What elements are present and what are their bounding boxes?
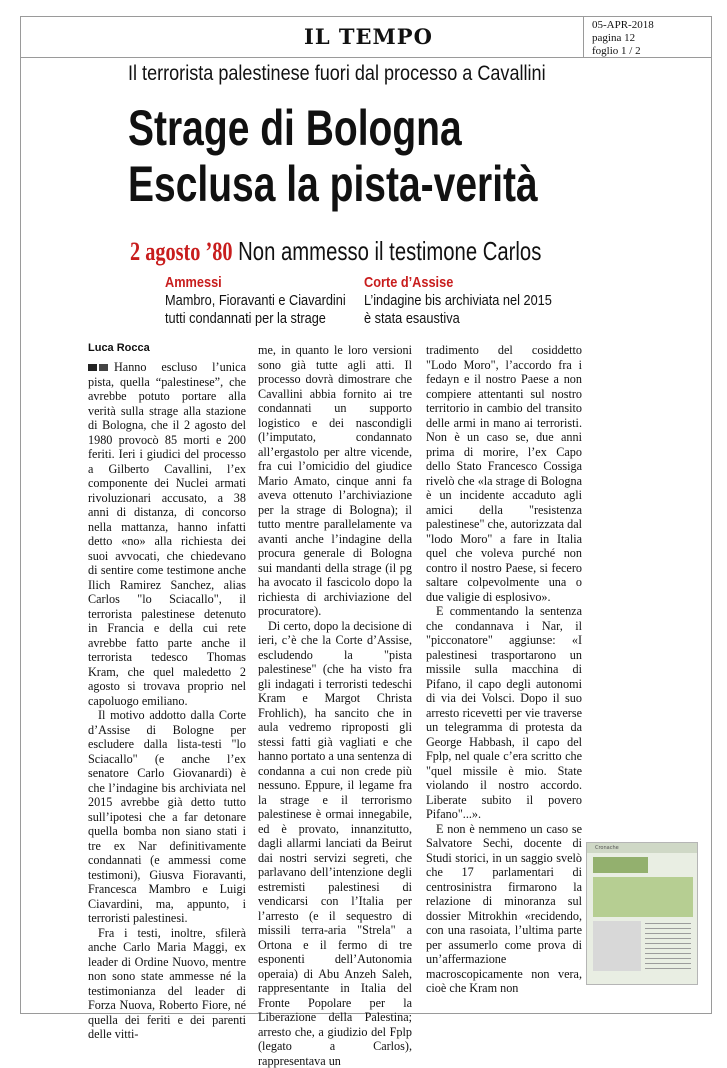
thumbnail-text — [645, 923, 691, 973]
clipping-page: pagina 12 — [592, 32, 712, 45]
paragraph: Di certo, dopo la decisione di ieri, c’è che la Corte d’Assise, escludendo la "pista palestinese" (che ha visto fra gli indagati i terroristi tedeschi Kram e Margot Christa Frohlich), ha sancito che in aula vedremo riproposti gli stessi fatti già vagliati e che hanno portato a una sentenza di condanna a cui non crede più nessuno. Eppure, il legame fra la strage e il terrorismo palestinese è ormai innegabile, ed è provato, innanzitutto, dagli allarmi lanciati da Beirut dai nostri servizi segreti, che parlavano dell’intenzione degli estremisti palestinesi di vendicarsi con l’Italia per l’arresto (e il sequestro di missili terra-aria "Strela" a Ortona e il fermo di tre esponenti dell’Autonomia operaia) di Abu Anzeh Saleh, rappresentante in Italia del Fronte Popolare per la Liberazione della Palestina; arresto che, a giudizio del Fplp (legato a Carlos), rappresentava un — [258, 619, 412, 1068]
article-headline — [128, 100, 538, 212]
article-column-3 — [426, 343, 582, 996]
article-column-1 — [88, 360, 246, 1042]
paragraph: Fra i testi, inoltre, sfilerà anche Carlo Maria Maggi, ex leader di Ordine Nuovo, mentre non sono state ammesse né la testimonianza del leader di Forza Nuova, Roberto Fiore, né quella dei feriti e dei parenti delle vitti- — [88, 926, 246, 1042]
headline-line-1: Strage di Bologna — [128, 100, 538, 156]
thumbnail-block — [593, 877, 693, 917]
paragraph: tradimento del cosiddetto "Lodo Moro", l’accordo fra i fedayn e il nostro Paese a non compiere attentanti sul nostro territorio in cambio del transito delle armi in mano ai terroristi. Non è un caso se, due anni prima di morire, l’ex Capo dello Stato Francesco Cossiga rivelò che «la strage di Bologna è un incidente accaduto agli amici della "resistenza palestinese" che, autorizzata dal "lodo Moro" a fare in Italia quel che voleva purché non contro il nostro Paese, si fecero saltare colpevolmente una o due valigie di esplosivo». — [426, 343, 582, 604]
thumbnail-section: Cronache — [595, 845, 619, 851]
subheadline-date: 2 agosto ’80 — [130, 237, 233, 266]
thumbnail-photo — [593, 921, 641, 971]
summary-label: Corte d’Assise — [364, 274, 552, 292]
article-subheadline — [130, 236, 541, 267]
summary-line: è stata esaustiva — [364, 310, 552, 328]
subheadline-text: Non ammesso il testimone Carlos — [238, 236, 541, 266]
summary-label: Ammessi — [165, 274, 346, 292]
clipping-meta — [583, 16, 712, 58]
headline-line-2: Esclusa la pista-verità — [128, 156, 538, 212]
thumbnail-block — [593, 857, 648, 873]
summary-line: L’indagine bis archiviata nel 2015 — [364, 292, 552, 310]
clipping-sheet: foglio 1 / 2 — [592, 45, 712, 58]
summary-line: Mambro, Fioravanti e Ciavardini — [165, 292, 346, 310]
paragraph-text: Hanno escluso l’unica pista, quella “palestinese”, che avrebbe potuto portare alla verità sulla strage alla stazione di Bologna, che il 2 agosto del 1980 provocò 85 morti e 200 feriti. Ieri i giudici del processo a Gilberto Cavallini, l’ex componente dei Nuclei armati rivoluzionari accusato, a 38 anni di distanza, di concorso nella mattanza, hanno infatti detto «no» alla richiesta dei suoi avvocati, che chiedevano di sentire come testimone anche Ilich Ramirez Sanchez, alias Carlos "lo Sciacallo", il terrorista palestinese detenuto in Francia e della cui rete avrebbe fatto parte anche il terrorista tedesco Thomas Kram, che quel maledetto 2 agosto si trovava proprio nel capoluogo emiliano. — [88, 360, 246, 708]
paragraph: E non è nemmeno un caso se Salvatore Sechi, docente di Studi storici, in un saggio svelò che 17 parlamentari di centrosinistra firmarono la relazione di minoranza sul dossier Mitrokhin «recidendo, con una rasoiata, l’ultima parte per assumerlo come prova di un’affermazione macroscopicamente non vera, cioè che Kram non — [426, 822, 582, 996]
paragraph: Il motivo addotto dalla Corte d’Assise di Bologne per escludere dalla lista-testi "lo Sciacallo" (e anche l’ex senatore Carlo Giovanardi) è che l’indagine bis archiviata nel 2015 avrebbe già detto tutto sull’ipotesi che a far detonare quella bomba non siano stati i tre ex Nar definitivamente condannati (e ammessi come testimoni), Giusva Fioravanti, Francesca Mambro e Luigi Ciavardini, ma, appunto, i terroristi palestinesi. — [88, 708, 246, 926]
bullet-square-icon — [88, 364, 97, 371]
masthead: IL TEMPO — [304, 24, 433, 49]
summary-line: tutti condannati per la strage — [165, 310, 346, 328]
bullet-square-icon — [99, 364, 108, 371]
clipping-date: 05-APR-2018 — [592, 19, 712, 32]
paragraph: E commentando la sentenza che condannava i Nar, il "picconatore" aggiunse: «I palestinesi trasportarono un missile sulla macchina di Pifano, il capo degli autonomi di via dei Volsci. Dopo il suo arresto ricevetti per vie traverse un telegramma di protesta da George Habbash, il capo del Fplp, nel quale c’era scritto che "quel missile è mio. State violando il nostro accordo. Liberate subito il povero Pifano"...». — [426, 604, 582, 822]
article-author: Luca Rocca — [88, 342, 150, 354]
summary-box-right — [364, 274, 552, 328]
article-kicker: Il terrorista palestinese fuori dal processo a Cavallini — [128, 62, 546, 86]
paragraph — [88, 360, 246, 708]
paragraph: me, in quanto le loro versioni sono già tutte agli atti. Il processo dovrà dimostrare che Cavallini abbia fornito ai tre condannati un supporto logistico e dei nascondigli (l’imputato, condannato all’ergastolo per altre vicende, fra cui l’omicidio del giudice Mario Amato, cinque anni fa aveva ottenuto l’archiviazione per la strage di Bologna); il tutto mentre parallelamente va avanti anche l’indagine della procura generale di Bologna sui mandanti della strage (il pg ha avocato il fascicolo dopo la richiesta di archiviazione del procuratore). — [258, 343, 412, 619]
summary-box-left — [165, 274, 346, 328]
article-column-2 — [258, 343, 412, 1068]
page-thumbnail — [586, 842, 698, 985]
